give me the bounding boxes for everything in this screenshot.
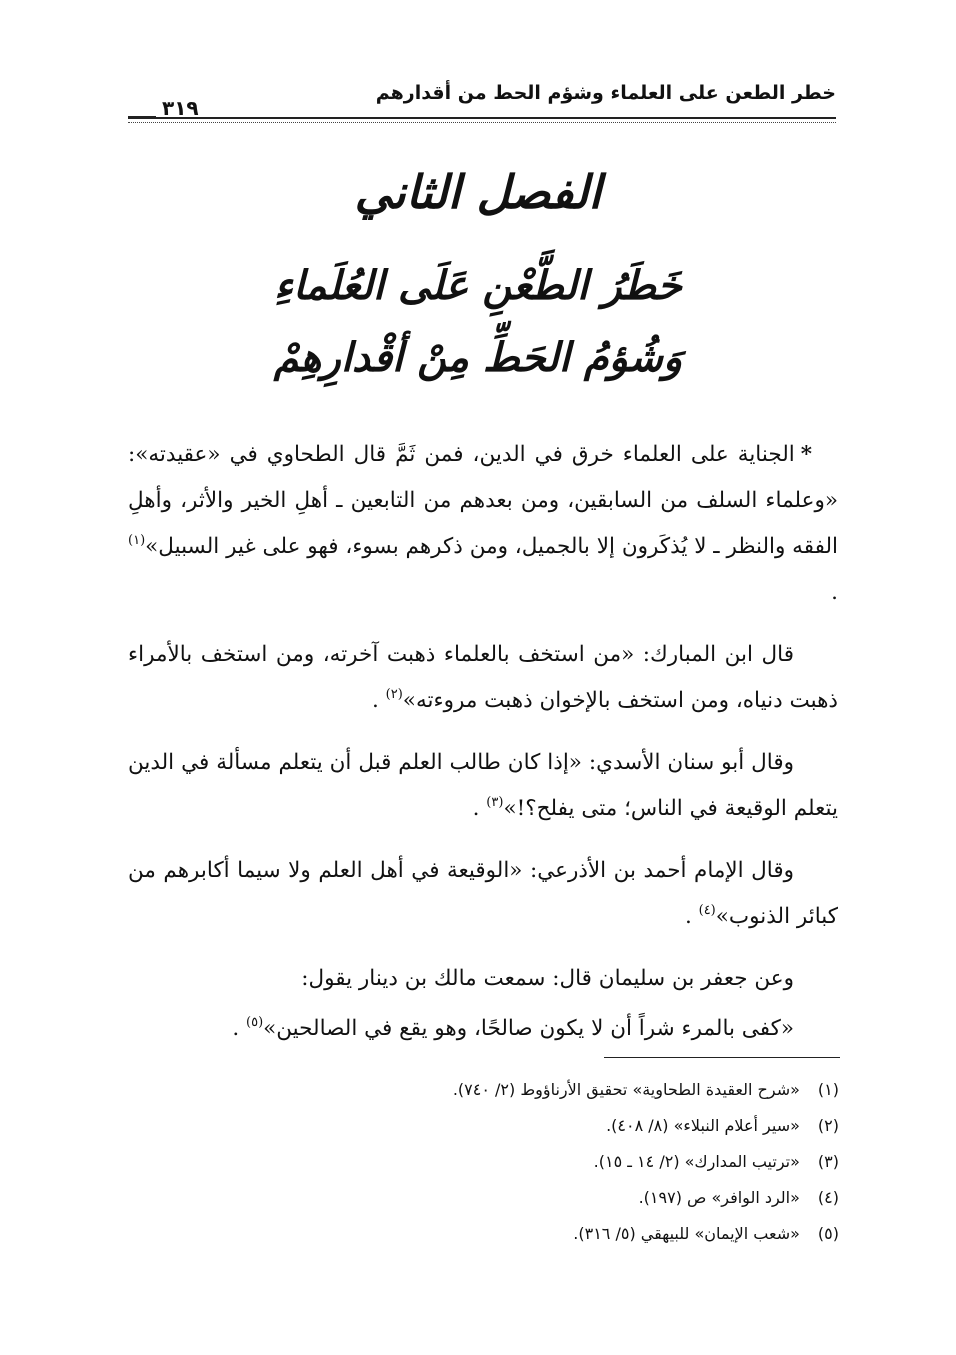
footnote-number: (٣)	[817, 1152, 839, 1171]
paragraph-4	[128, 848, 838, 940]
footnote-number: (٤)	[817, 1188, 839, 1207]
chapter-subtitle-line2: وَشُؤمُ الحَطِّ مِنْ أقْدارِهِمْ	[273, 334, 683, 381]
footnote-ref-2[interactable]: (٢)	[385, 687, 403, 702]
paragraph-4-end: .	[684, 904, 699, 929]
paragraph-5	[128, 956, 838, 1002]
paragraph-1-text: الجناية على العلماء خرق في الدين، فمن ثَمَّ قال الطحاوي في «عقيدته»: «وعلماء السلف من السابقين، ومن بعدهم من التابعين ـ أهلِ الخير والأثر، وأهلِ الفقه والنظر ـ لا يُذكَرون إلا بالجميل، ومن ذكرهم بسوء، فهو على غير السبيل»	[128, 442, 838, 559]
footnote-text: «ترتيب المدارك» (٢/ ١٤ ـ ١٥).	[593, 1152, 800, 1171]
footnote-text: «الرد الوافر» ص (١٩٧).	[638, 1188, 800, 1207]
footnote-number: (١)	[817, 1080, 839, 1099]
header-rule-dotted	[128, 122, 836, 123]
footnote-ref-4[interactable]: (٤)	[698, 903, 716, 918]
footnote-item	[119, 1180, 839, 1216]
footnote-item	[119, 1144, 839, 1180]
page-number: ٣١٩	[162, 96, 199, 120]
paragraph-3	[128, 740, 838, 832]
paragraph-2-end: .	[371, 688, 386, 713]
footnote-number: (٢)	[817, 1116, 839, 1135]
paragraph-3-text: وقال أبو سنان الأسدي: «إذا كان طالب العلم قبل أن يتعلم مسألة في الدين يتعلم الوقيعة في الناس؛ متى يفلح؟!»	[128, 750, 838, 821]
paragraph-6-end: .	[232, 1016, 246, 1041]
footnote-text: «سير أعلام النبلاء» (٨/ ٤٠٨).	[606, 1116, 800, 1135]
footnote-ref-3[interactable]: (٣)	[486, 795, 504, 810]
footnote-separator	[604, 1057, 840, 1058]
footnote-ref-1[interactable]: (١)	[128, 533, 146, 548]
chapter-title: الفصل الثاني	[354, 165, 602, 219]
footnote-item	[119, 1072, 839, 1108]
paragraph-3-end: .	[472, 796, 487, 821]
chapter-subtitle-line1: خَطَرُ الطَّعْنِ عَلَى العُلَماءِ	[274, 262, 682, 309]
footnote-text: «شرح العقيدة الطحاوية» تحقيق الأرناؤوط (٢/ ٧٤٠).	[452, 1080, 800, 1099]
paragraph-6-text: «كفى بالمرء شراً أن لا يكون صالحًا، وهو يقع في الصالحين»	[263, 1016, 794, 1041]
header-rule	[128, 117, 836, 119]
paragraph-5-text: وعن جعفر بن سليمان قال: سمعت مالك بن دينار يقول:	[301, 966, 794, 991]
paragraph-1	[128, 432, 838, 616]
star-marker: *	[800, 442, 812, 467]
paragraph-2-text: قال ابن المبارك: «من استخف بالعلماء ذهبت آخرته، ومن استخف بالأمراء ذهبت دنياه، ومن استخف بالإخوان ذهبت مروءته»	[128, 642, 838, 713]
paragraph-1-end: .	[831, 580, 838, 605]
footnote-item	[119, 1216, 839, 1252]
paragraph-2	[128, 632, 838, 724]
footnote-item	[119, 1108, 839, 1144]
paragraph-6	[128, 1006, 838, 1052]
body-text	[128, 432, 838, 1056]
footnotes-list	[119, 1072, 839, 1252]
footnote-ref-5[interactable]: (٥)	[246, 1015, 264, 1030]
footnote-number: (٥)	[817, 1224, 839, 1243]
paragraph-4-text: وقال الإمام أحمد بن الأذرعي: «الوقيعة في أهل العلم ولا سيما أكابرهم من كبائر الذنوب»	[128, 858, 838, 929]
footnote-text: «شعب الإيمان» للبيهقي (٥/ ٣١٦).	[573, 1224, 800, 1243]
running-header-title: خطر الطعن على العلماء وشؤم الحط من أقدارهم	[375, 82, 836, 104]
